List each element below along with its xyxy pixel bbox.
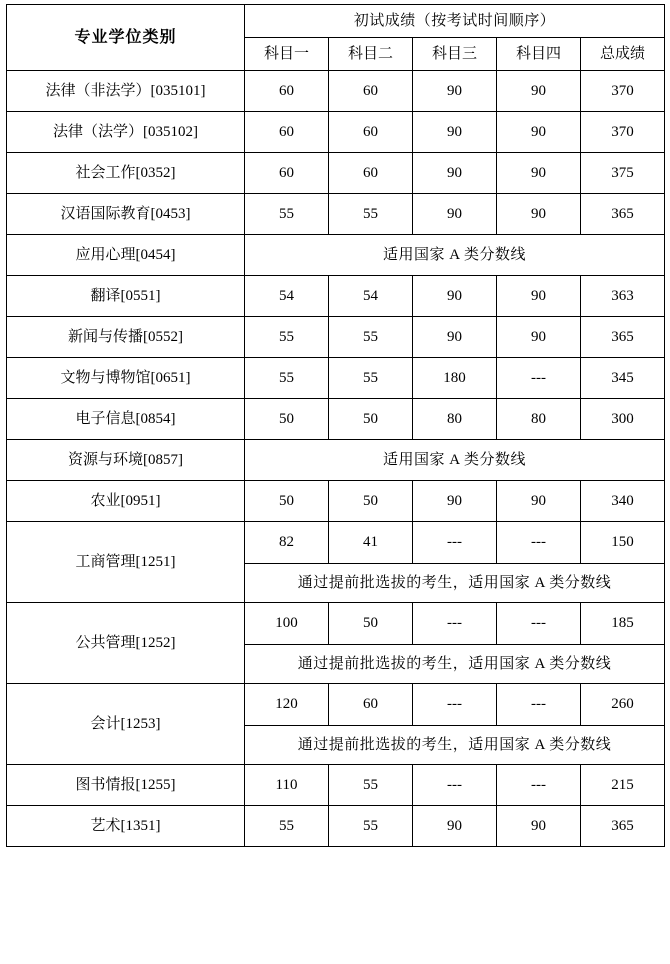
- table-row: [7, 481, 665, 522]
- row-total: 370: [581, 112, 665, 153]
- table-row: [7, 194, 665, 235]
- row-total: 363: [581, 276, 665, 317]
- row-score-1: 50: [245, 481, 329, 522]
- row-score-3: 180: [413, 358, 497, 399]
- row-category: 法律（法学）[035102]: [7, 112, 245, 153]
- row-score-4: 90: [497, 276, 581, 317]
- row-score-3: ---: [413, 765, 497, 806]
- row-score-3: ---: [413, 522, 497, 564]
- row-score-1: 55: [245, 806, 329, 847]
- header-column-subject-1: 科目一: [245, 38, 329, 71]
- row-category: 翻译[0551]: [7, 276, 245, 317]
- table-header-row-1: [7, 5, 665, 38]
- row-category: 图书情报[1255]: [7, 765, 245, 806]
- row-score-2: 60: [329, 153, 413, 194]
- row-score-2: 41: [329, 522, 413, 564]
- row-score-2: 60: [329, 112, 413, 153]
- row-score-3: 90: [413, 194, 497, 235]
- table-row: [7, 235, 665, 276]
- table-row: [7, 522, 665, 564]
- row-category: 艺术[1351]: [7, 806, 245, 847]
- row-score-4: 90: [497, 194, 581, 235]
- row-note: 适用国家 A 类分数线: [245, 440, 665, 481]
- row-score-4: 90: [497, 806, 581, 847]
- table-row: [7, 276, 665, 317]
- row-score-4: 90: [497, 71, 581, 112]
- row-score-3: 90: [413, 317, 497, 358]
- row-score-3: 90: [413, 71, 497, 112]
- row-score-4: 90: [497, 153, 581, 194]
- row-total: 150: [581, 522, 665, 564]
- row-score-4: 90: [497, 481, 581, 522]
- row-score-3: 80: [413, 399, 497, 440]
- row-score-2: 50: [329, 399, 413, 440]
- row-total: 345: [581, 358, 665, 399]
- row-total: 370: [581, 71, 665, 112]
- row-category: 汉语国际教育[0453]: [7, 194, 245, 235]
- header-column-total: 总成绩: [581, 38, 665, 71]
- row-score-2: 55: [329, 358, 413, 399]
- row-total: 340: [581, 481, 665, 522]
- row-score-2: 60: [329, 684, 413, 726]
- row-category: 电子信息[0854]: [7, 399, 245, 440]
- row-score-2: 55: [329, 765, 413, 806]
- row-total: 300: [581, 399, 665, 440]
- table-row: [7, 317, 665, 358]
- table-row: [7, 358, 665, 399]
- row-note: 通过提前批选拔的考生，适用国家 A 类分数线: [245, 725, 665, 765]
- row-score-4: ---: [497, 603, 581, 645]
- row-score-4: 80: [497, 399, 581, 440]
- row-total: 260: [581, 684, 665, 726]
- row-score-4: ---: [497, 358, 581, 399]
- row-category: 文物与博物馆[0651]: [7, 358, 245, 399]
- row-score-4: ---: [497, 765, 581, 806]
- row-category: 社会工作[0352]: [7, 153, 245, 194]
- row-score-1: 50: [245, 399, 329, 440]
- row-score-3: 90: [413, 481, 497, 522]
- row-score-1: 82: [245, 522, 329, 564]
- row-score-3: ---: [413, 603, 497, 645]
- row-score-4: 90: [497, 112, 581, 153]
- row-category: 农业[0951]: [7, 481, 245, 522]
- header-column-subject-4: 科目四: [497, 38, 581, 71]
- row-total: 365: [581, 194, 665, 235]
- row-score-1: 55: [245, 358, 329, 399]
- table-row: [7, 440, 665, 481]
- row-score-1: 60: [245, 153, 329, 194]
- row-category: 资源与环境[0857]: [7, 440, 245, 481]
- header-column-subject-2: 科目二: [329, 38, 413, 71]
- row-score-1: 54: [245, 276, 329, 317]
- table-row: [7, 71, 665, 112]
- table-row: [7, 603, 665, 645]
- row-score-1: 60: [245, 71, 329, 112]
- table-row: [7, 684, 665, 726]
- row-score-1: 110: [245, 765, 329, 806]
- row-total: 365: [581, 317, 665, 358]
- row-score-3: 90: [413, 276, 497, 317]
- row-score-4: ---: [497, 522, 581, 564]
- row-score-4: ---: [497, 684, 581, 726]
- row-total: 185: [581, 603, 665, 645]
- row-category: 应用心理[0454]: [7, 235, 245, 276]
- row-category: 法律（非法学）[035101]: [7, 71, 245, 112]
- table-row: [7, 153, 665, 194]
- row-score-2: 54: [329, 276, 413, 317]
- row-note: 通过提前批选拔的考生，适用国家 A 类分数线: [245, 644, 665, 684]
- row-note: 通过提前批选拔的考生，适用国家 A 类分数线: [245, 563, 665, 603]
- header-group-label: 初试成绩（按考试时间顺序）: [245, 5, 665, 38]
- row-score-2: 55: [329, 806, 413, 847]
- row-score-2: 55: [329, 194, 413, 235]
- table-row: [7, 112, 665, 153]
- row-score-1: 60: [245, 112, 329, 153]
- row-score-1: 55: [245, 194, 329, 235]
- row-category: 工商管理[1251]: [7, 522, 245, 603]
- row-note: 适用国家 A 类分数线: [245, 235, 665, 276]
- table-row: [7, 765, 665, 806]
- row-score-2: 60: [329, 71, 413, 112]
- row-category: 会计[1253]: [7, 684, 245, 765]
- row-total: 215: [581, 765, 665, 806]
- row-total: 375: [581, 153, 665, 194]
- row-score-2: 50: [329, 481, 413, 522]
- row-score-2: 55: [329, 317, 413, 358]
- row-category: 公共管理[1252]: [7, 603, 245, 684]
- row-score-3: 90: [413, 806, 497, 847]
- row-score-1: 120: [245, 684, 329, 726]
- row-score-3: 90: [413, 153, 497, 194]
- row-score-1: 100: [245, 603, 329, 645]
- row-score-4: 90: [497, 317, 581, 358]
- row-score-3: ---: [413, 684, 497, 726]
- row-category: 新闻与传播[0552]: [7, 317, 245, 358]
- table-row: [7, 806, 665, 847]
- row-total: 365: [581, 806, 665, 847]
- admission-score-table: [6, 4, 665, 847]
- row-score-3: 90: [413, 112, 497, 153]
- table-row: [7, 399, 665, 440]
- header-column-subject-3: 科目三: [413, 38, 497, 71]
- header-category-label: 专业学位类别: [7, 5, 245, 71]
- row-score-2: 50: [329, 603, 413, 645]
- row-score-1: 55: [245, 317, 329, 358]
